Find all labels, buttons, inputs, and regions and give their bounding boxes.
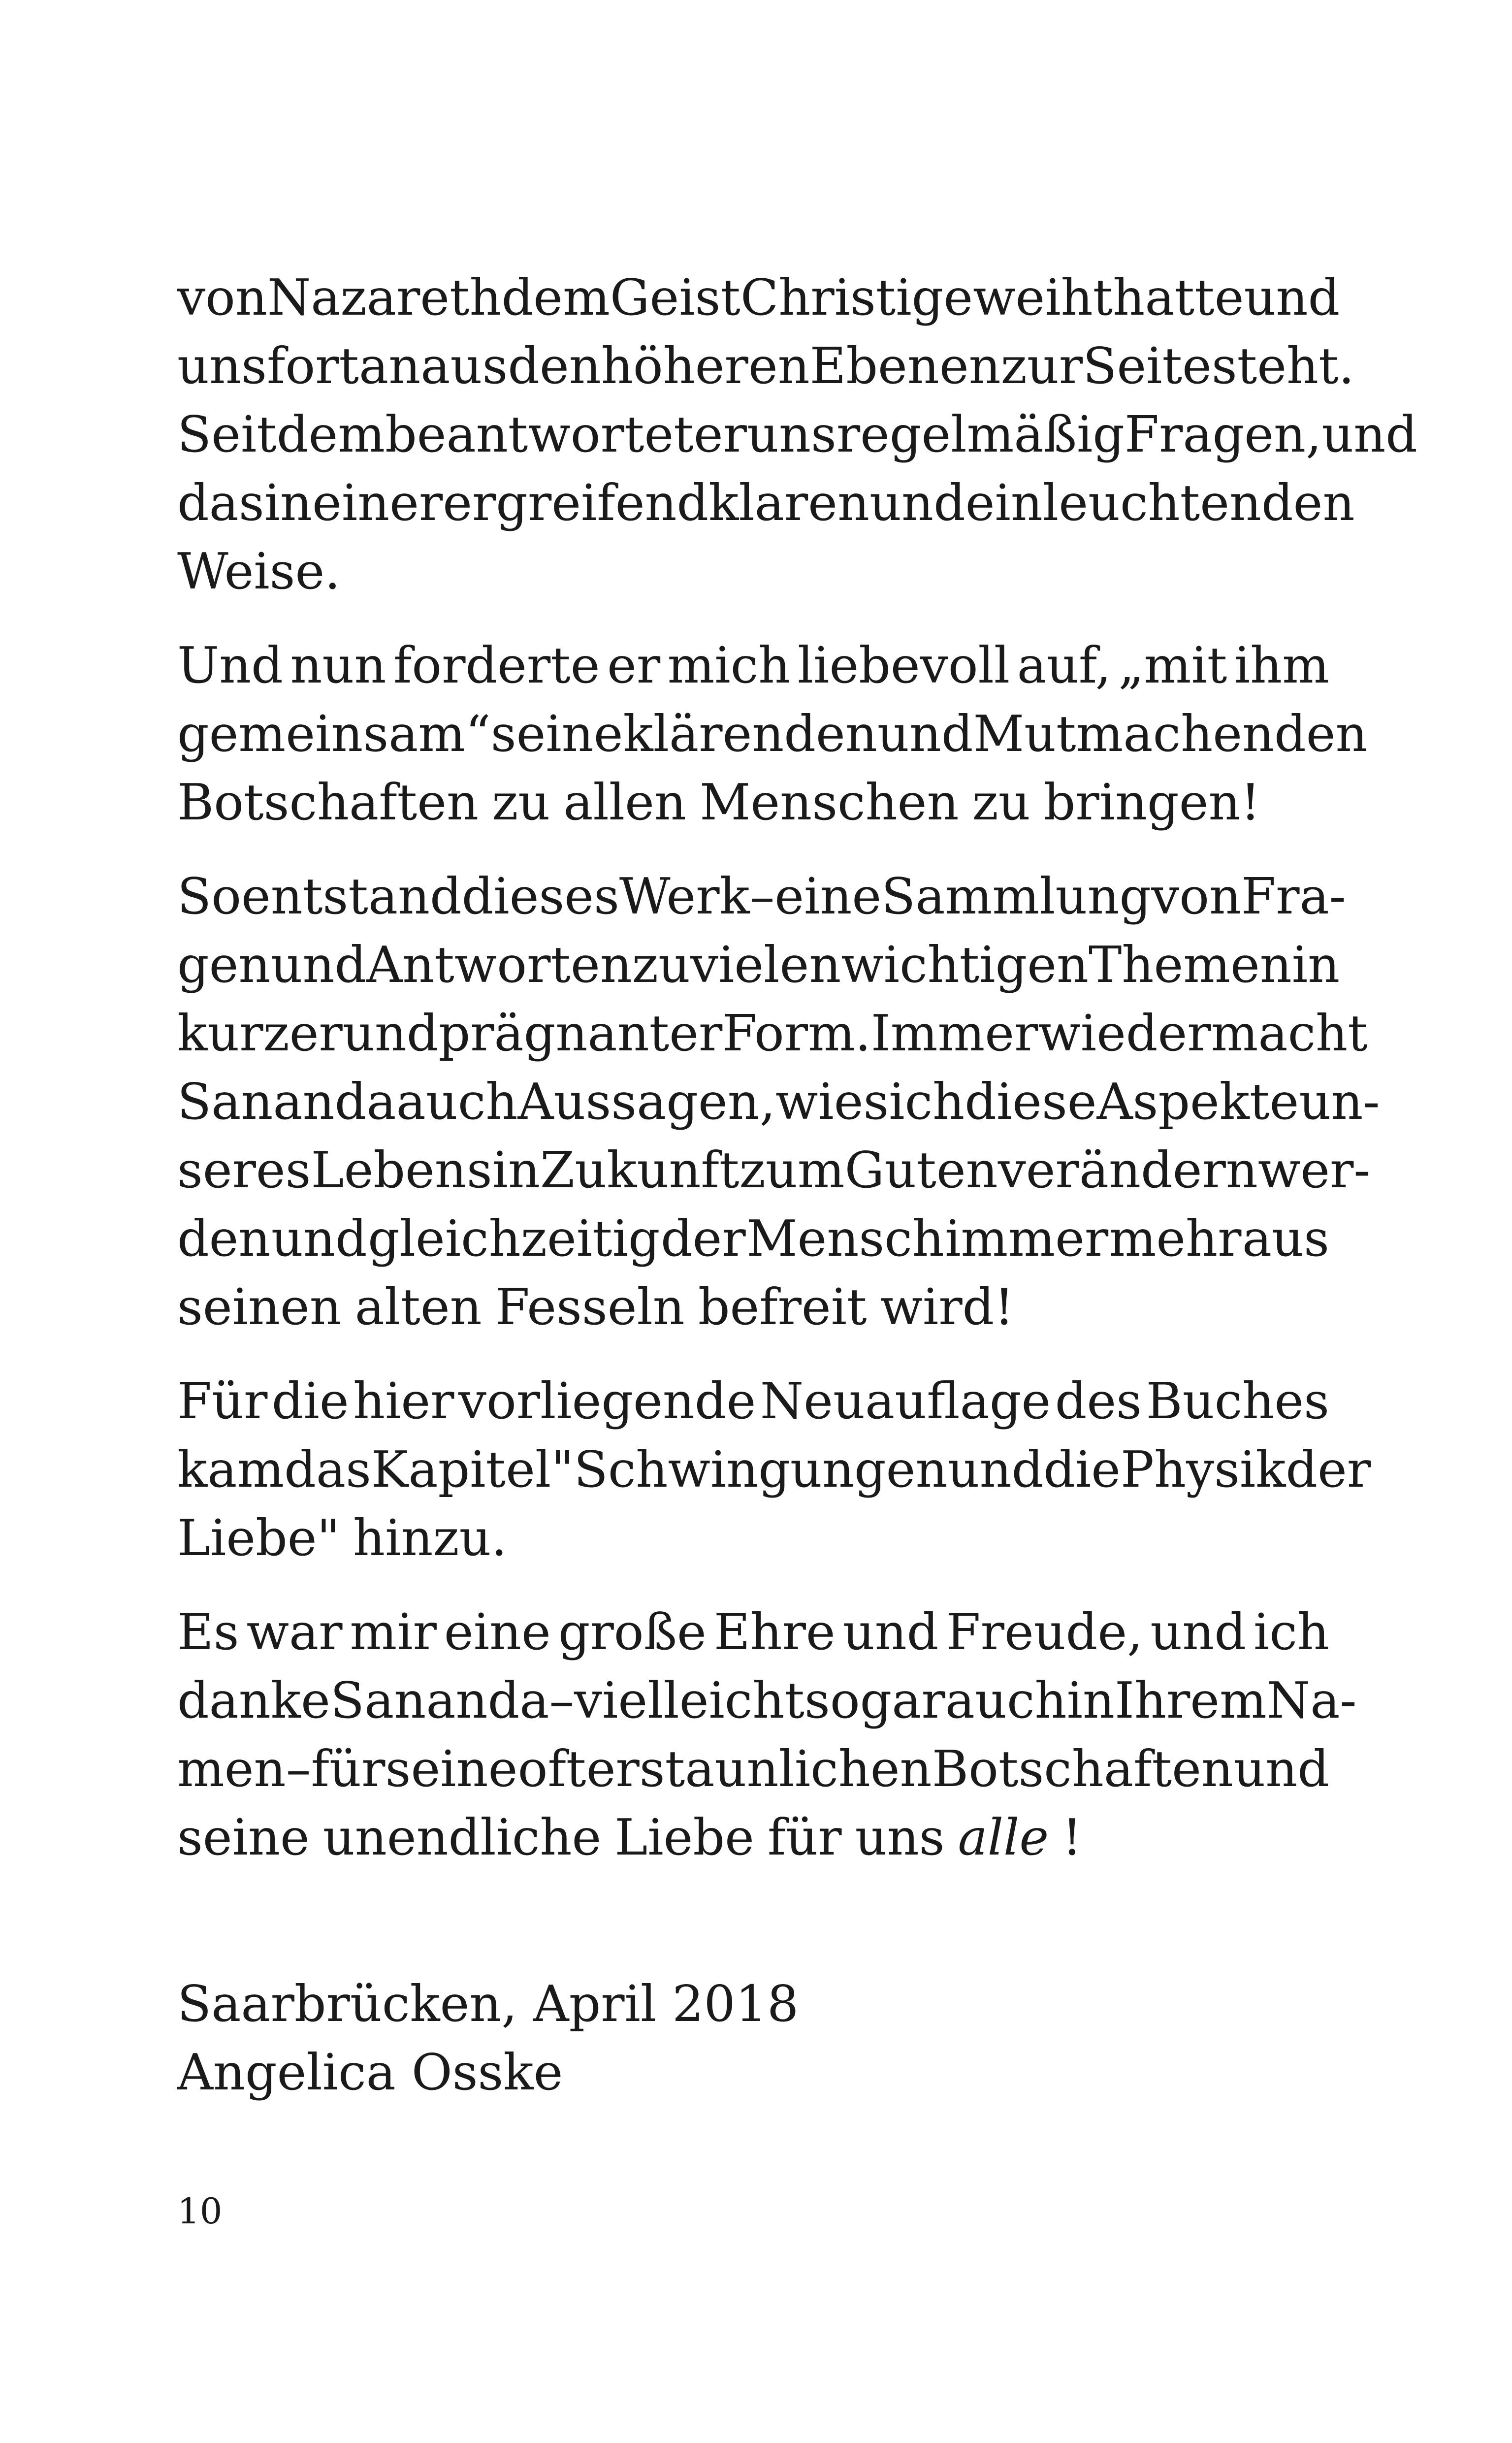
word: dem	[501, 268, 610, 326]
word: und	[842, 1603, 939, 1661]
word: des	[1055, 1372, 1142, 1430]
word: !	[1062, 1808, 1082, 1866]
word: mich	[667, 636, 791, 694]
word: und	[947, 1440, 1044, 1498]
text-line	[177, 1504, 1329, 1572]
page-number: 10	[177, 2190, 223, 2232]
word: Fragen,	[1125, 405, 1322, 463]
word: Seitdem	[177, 405, 386, 463]
word: dieses	[461, 867, 619, 925]
word: un-	[1299, 1073, 1380, 1131]
word: Physik	[1121, 1440, 1286, 1498]
author-name: Angelica Osske	[177, 2043, 563, 2101]
word: uns	[177, 337, 267, 395]
word: auch	[396, 1073, 518, 1131]
word: seres	[177, 1141, 311, 1199]
word: kam	[177, 1440, 285, 1498]
word: war	[246, 1603, 343, 1661]
word: er	[607, 636, 661, 694]
paragraph-gap	[177, 837, 1329, 862]
word: und	[270, 936, 367, 994]
word: von	[1151, 867, 1242, 925]
word: Fra-	[1241, 867, 1346, 925]
word: nun	[290, 636, 386, 694]
word: wieder	[1038, 1004, 1211, 1062]
text-line	[177, 999, 1368, 1068]
word: und	[1150, 1603, 1246, 1661]
word: Seite	[1083, 337, 1212, 395]
text-line	[177, 700, 1368, 768]
word: und	[869, 474, 965, 532]
word: alle	[958, 1808, 1049, 1866]
word: Mensch	[746, 1209, 944, 1268]
word: allen	[563, 773, 686, 831]
word: steht.	[1211, 337, 1354, 395]
text-line	[177, 1435, 1371, 1504]
word: Menschen	[699, 773, 959, 831]
word: Botschaften	[932, 1740, 1233, 1798]
word: beantwortet	[385, 405, 694, 463]
word: gen	[177, 936, 271, 994]
word: "Schwingungen	[551, 1440, 948, 1498]
text-line	[177, 1068, 1380, 1136]
word: hatte	[1113, 268, 1244, 326]
word: Nazareth	[267, 268, 502, 326]
paragraph-gap	[177, 1341, 1329, 1367]
word: wichtigen	[841, 936, 1089, 994]
word: wie	[775, 1073, 864, 1131]
word: für	[311, 1740, 386, 1798]
paragraph	[177, 631, 1368, 837]
word: klärenden	[623, 705, 877, 763]
text-line	[177, 1598, 1329, 1666]
word: zur	[1000, 337, 1083, 395]
text-line	[177, 537, 1329, 606]
word: –	[286, 1740, 311, 1798]
word: und	[1233, 1740, 1329, 1798]
word: –	[549, 1671, 574, 1729]
word: in	[492, 1141, 541, 1199]
paragraph-gap	[177, 1572, 1329, 1598]
word: geweiht	[911, 268, 1113, 326]
word: Ihrem	[1115, 1671, 1267, 1729]
word: sich	[863, 1073, 965, 1131]
word: er	[693, 405, 747, 463]
text-line	[177, 1205, 1329, 1273]
word: gemeinsam“	[177, 705, 491, 763]
word: bringen!	[1043, 773, 1261, 831]
word: wird!	[880, 1278, 1014, 1336]
word: ich	[1254, 1603, 1329, 1661]
word: forderte	[393, 636, 600, 694]
paragraph	[177, 862, 1380, 1341]
word: und	[342, 1004, 439, 1062]
word: mehr	[1109, 1209, 1242, 1268]
word: Liebe	[614, 1808, 754, 1866]
word: zum	[739, 1141, 845, 1199]
word: wer-	[1257, 1141, 1371, 1199]
word: höheren	[601, 337, 810, 395]
word: in	[1291, 936, 1340, 994]
paragraph	[177, 263, 1417, 606]
word: vorliegende	[458, 1372, 756, 1430]
word: entstand	[241, 867, 462, 925]
word: Botschaften	[177, 773, 479, 831]
word: kurzer	[177, 1004, 343, 1062]
word: uns	[855, 1808, 945, 1866]
body-text	[177, 263, 1417, 1872]
word: zu	[972, 773, 1030, 831]
text-line	[177, 862, 1346, 931]
word: klaren	[708, 474, 869, 532]
word: vielleicht	[574, 1671, 804, 1729]
word: macht	[1211, 1004, 1368, 1062]
word: uns	[746, 405, 836, 463]
word: erstaunlichen	[586, 1740, 932, 1798]
word: eine	[444, 1603, 551, 1661]
text-line	[177, 400, 1417, 469]
word: Aspekte	[1096, 1073, 1299, 1131]
word: So	[177, 867, 241, 925]
word: das	[177, 474, 264, 532]
word: alten	[354, 1278, 482, 1336]
word: das	[284, 1440, 371, 1498]
word: ergreifend	[443, 474, 709, 532]
word: Themen	[1089, 936, 1292, 994]
word: gleichzeitig	[368, 1209, 660, 1268]
paragraph	[177, 1598, 1357, 1872]
word: Na-	[1266, 1671, 1357, 1729]
word: Es	[177, 1603, 239, 1661]
word: für	[767, 1808, 842, 1866]
word: Ehre	[713, 1603, 836, 1661]
word: diese	[965, 1073, 1097, 1131]
word: zu	[492, 773, 550, 831]
text-line	[177, 1735, 1329, 1803]
text-line	[177, 332, 1354, 400]
word: Zukunft	[540, 1141, 740, 1199]
word: seine	[490, 705, 623, 763]
word: regelmäßig	[836, 405, 1125, 463]
text-line	[177, 1803, 1329, 1872]
word: aus	[1242, 1209, 1329, 1268]
word: machenden	[1076, 705, 1368, 763]
word: Form.	[722, 1004, 871, 1062]
word: Geist	[610, 268, 741, 326]
word: seine	[177, 1808, 310, 1866]
text-line	[177, 631, 1329, 700]
place-date: Saarbrücken, April 2018	[177, 1975, 799, 2033]
word: Kapitel	[371, 1440, 551, 1498]
word: in	[1066, 1671, 1115, 1729]
text-line	[177, 931, 1340, 999]
text-line	[177, 1273, 1329, 1341]
word: Immer	[870, 1004, 1038, 1062]
word: einleuchtenden	[965, 474, 1355, 532]
word: eine	[774, 867, 882, 925]
word: große	[558, 1603, 707, 1661]
word: auf,	[1017, 636, 1111, 694]
word: Freude,	[946, 1603, 1143, 1661]
word: Sammlung	[881, 867, 1152, 925]
word: und	[271, 1209, 367, 1268]
word: liebevoll	[797, 636, 1010, 694]
word: die	[1043, 1440, 1121, 1498]
text-line	[177, 1367, 1329, 1435]
word: Aussagen,	[517, 1073, 775, 1131]
word: Für	[177, 1372, 268, 1430]
text-line	[177, 1666, 1357, 1735]
word: ihm	[1234, 636, 1329, 694]
word: Weise.	[177, 542, 341, 600]
word: men	[177, 1740, 286, 1798]
word: danke	[177, 1671, 330, 1729]
word: den	[508, 337, 601, 395]
word: den	[177, 1209, 271, 1268]
word: der	[1286, 1440, 1371, 1498]
word: und	[1244, 268, 1340, 326]
word: prägnanter	[438, 1004, 723, 1062]
word: verändern	[997, 1141, 1258, 1199]
word: oft	[517, 1740, 586, 1798]
word: Sananda	[177, 1073, 396, 1131]
word: seine	[385, 1740, 518, 1798]
word: Liebe"	[177, 1509, 340, 1567]
word: einer	[312, 474, 443, 532]
paragraph-gap	[177, 606, 1329, 631]
word: unendliche	[322, 1808, 602, 1866]
word: fortan	[266, 337, 421, 395]
word: Antworten	[366, 936, 632, 994]
word: Christi	[740, 268, 912, 326]
word: Lebens	[311, 1141, 492, 1199]
word: mir	[350, 1603, 437, 1661]
word: hier	[353, 1372, 454, 1430]
word: –	[749, 867, 775, 925]
word: zu	[632, 936, 691, 994]
word: Ebenen	[809, 337, 1001, 395]
word: der	[661, 1209, 746, 1268]
word: Guten	[844, 1141, 998, 1199]
word: aus	[420, 337, 508, 395]
text-line	[177, 1136, 1371, 1205]
word: die	[271, 1372, 349, 1430]
word: hinzu.	[353, 1509, 507, 1567]
word: immer	[945, 1209, 1109, 1268]
word: befreit	[698, 1278, 867, 1336]
word: und	[1321, 405, 1417, 463]
word: vielen	[690, 936, 841, 994]
word: Neuauflage	[760, 1372, 1051, 1430]
paragraph	[177, 1367, 1371, 1572]
word: Sananda	[330, 1671, 549, 1729]
word: Mut	[973, 705, 1076, 763]
word: von	[177, 268, 267, 326]
word: auch	[945, 1671, 1067, 1729]
text-line	[177, 469, 1355, 537]
word: sogar	[804, 1671, 945, 1729]
word: Werk	[619, 867, 750, 925]
word: Und	[177, 636, 283, 694]
text-line	[177, 263, 1340, 332]
word: seinen	[177, 1278, 342, 1336]
word: „mit	[1118, 636, 1227, 694]
word: in	[264, 474, 313, 532]
text-line	[177, 768, 1329, 837]
word: und	[877, 705, 973, 763]
word: Fesseln	[495, 1278, 685, 1336]
closing-signature	[177, 1970, 1329, 2107]
word: Buches	[1146, 1372, 1329, 1430]
